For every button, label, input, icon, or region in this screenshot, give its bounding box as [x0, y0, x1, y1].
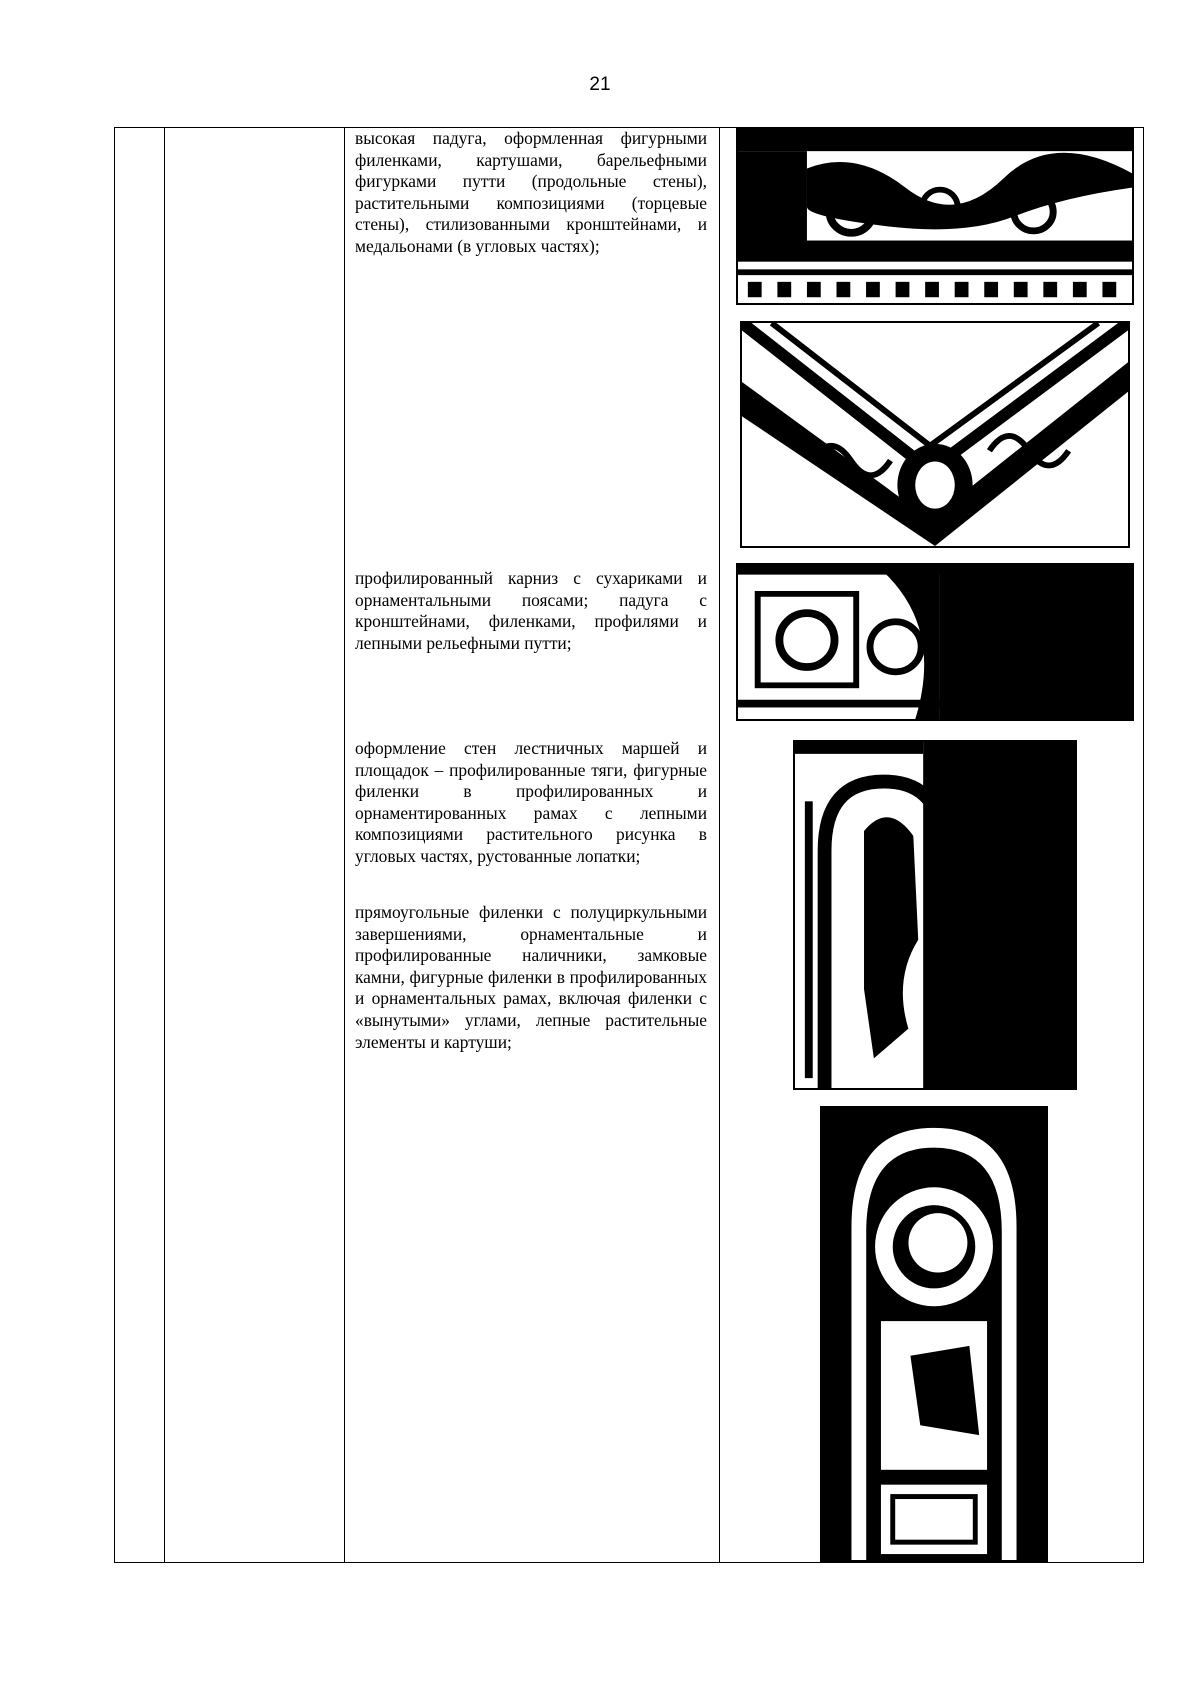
- cornice-brackets-photo: [736, 563, 1134, 721]
- staircase-arch-photo: [793, 740, 1077, 1090]
- row-text-panels: прямоугольные филенки с полуциркульными завершениями, орнаментальные и профилированные наличники, замковые камни, фигурные филенки в профилированных и орнаментальных рамах, включая филенки с «вынутыми» углами, лепные растительные элементы и картуши;: [355, 902, 707, 1052]
- column-divider-1: [164, 128, 165, 1562]
- column-divider-2: [344, 128, 345, 1562]
- arched-niche-photo: [820, 1106, 1048, 1562]
- row-text-cornice: профилированный карниз с сухариками и орнаментальными поясами; падуга с кронштейнами, филенками, профилями и лепными рельефными путти;: [355, 568, 707, 653]
- cornice-frieze-photo: [736, 128, 1134, 305]
- row-text-frieze: высокая падуга, оформленная фигурными филенками, картушами, барельефными фигурками путти (продольные стены), растительными композициями (торцевые стены), стилизованными кронштейнами, и медальонами (в угловых частях);: [355, 128, 707, 256]
- page-number: 21: [589, 74, 611, 95]
- row-text-staircase-walls: оформление стен лестничных маршей и площадок – профилированные тяги, фигурные филенки в профилированных и орнаментированных рамах с лепными композициями растительного рисунка в угловых частях, рустованные лопатки;: [355, 738, 707, 866]
- corner-medallion-photo: [740, 321, 1130, 548]
- column-divider-3: [719, 128, 720, 1562]
